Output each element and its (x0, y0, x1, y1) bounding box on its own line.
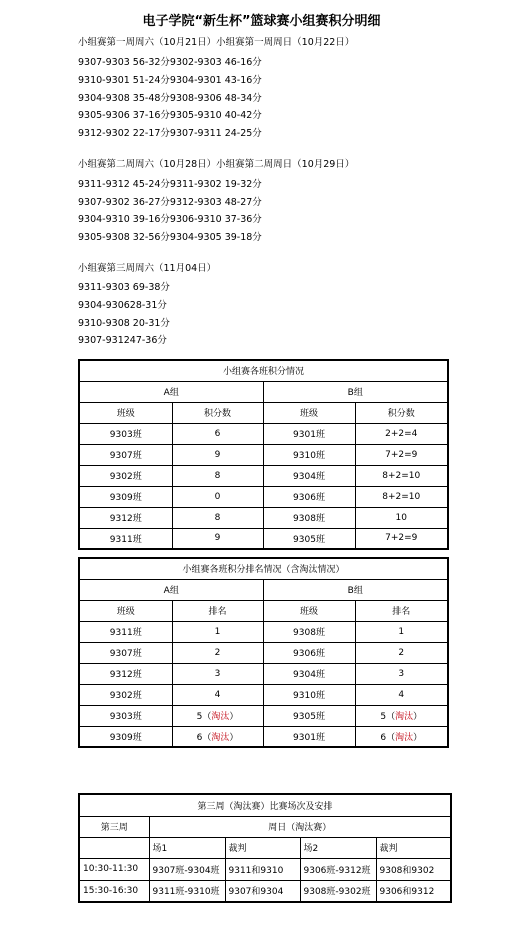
eliminated-label: 淘汰 (211, 712, 230, 722)
column-header-referee2: 裁判 (376, 837, 451, 858)
group-b-points: 7+2=9 (355, 528, 448, 549)
table-row (79, 880, 451, 902)
group-a-header: A组 (79, 579, 263, 600)
points-table-caption: 小组赛各班积分情况 (79, 360, 448, 381)
match-time: 10:30-11:30 (79, 858, 149, 880)
group-b-class: 9306班 (263, 486, 355, 507)
group-b-rank: 3 (355, 663, 448, 684)
week1-result-line: 9304-9308 35-48分9308-9306 48-34分 (78, 93, 262, 104)
table-row (79, 444, 448, 465)
points-table (78, 359, 449, 550)
column-header-venue2: 场2 (300, 837, 376, 858)
eliminated-label: 淘汰 (395, 732, 414, 743)
group-a-points: 8 (172, 465, 263, 486)
group-b-header: B组 (263, 381, 448, 402)
week2-result-line: 9311-9312 45-24分9311-9302 19-32分 (78, 179, 262, 190)
group-a-class: 9309班 (79, 726, 172, 747)
group-b-rank: 4 (355, 684, 448, 705)
venue1-referees: 9311和9310 (225, 858, 300, 880)
table-row (79, 642, 448, 663)
group-b-class: 9308班 (263, 507, 355, 528)
column-header-referee1: 裁判 (225, 837, 300, 858)
ranking-table-caption: 小组赛各班积分排名情况（含淘汰情况） (79, 558, 448, 579)
table-row (79, 663, 448, 684)
table-row (79, 423, 448, 444)
week1-result-line: 9305-9306 37-16分9305-9310 40-42分 (78, 110, 262, 121)
table-row (79, 684, 448, 705)
group-b-rank: 1 (355, 621, 448, 642)
table-row (79, 705, 448, 726)
week3-result-line: 9311-9303 69-38分 (78, 282, 170, 293)
group-b-header: B组 (263, 579, 448, 600)
group-a-class: 9303班 (79, 705, 172, 726)
column-header-rank: 排名 (355, 600, 448, 621)
group-a-class: 9302班 (79, 684, 172, 705)
venue2-match: 9306班-9312班 (300, 858, 376, 880)
week3-result-line: 9307-931247-36分 (78, 335, 167, 346)
week3-heading: 小组赛第三周周六（11月04日） (78, 263, 217, 274)
group-a-rank (172, 726, 263, 747)
week2-result-line: 9305-9308 32-56分9304-9305 39-18分 (78, 232, 262, 243)
group-b-rank (355, 726, 448, 747)
column-header-class: 班级 (263, 402, 355, 423)
column-header-rank: 排名 (172, 600, 263, 621)
eliminated-label: 淘汰 (395, 712, 414, 722)
group-a-class: 9302班 (79, 465, 172, 486)
column-header-class: 班级 (79, 600, 172, 621)
group-b-rank (355, 705, 448, 726)
group-b-rank: 2 (355, 642, 448, 663)
table-row (79, 507, 448, 528)
eliminated-label: 淘汰 (211, 732, 230, 743)
week2-result-line: 9307-9302 36-27分9312-9303 48-27分 (78, 197, 262, 208)
group-a-class: 9312班 (79, 663, 172, 684)
group-a-class: 9312班 (79, 507, 172, 528)
group-b-points: 8+2=10 (355, 486, 448, 507)
table-row (79, 465, 448, 486)
group-b-class: 9301班 (263, 726, 355, 747)
rank-number: 6（ (196, 732, 212, 743)
group-b-class: 9310班 (263, 444, 355, 465)
table-row (79, 486, 448, 507)
knockout-schedule-table (78, 793, 452, 903)
venue2-match: 9308班-9302班 (300, 880, 376, 902)
rank-number: 5（ (380, 712, 396, 722)
close-paren: ） (229, 712, 239, 722)
group-a-points: 9 (172, 528, 263, 549)
group-b-class: 9305班 (263, 705, 355, 726)
week1-heading: 小组赛第一周周六（10月21日）小组赛第一周周日（10月22日） (78, 37, 355, 48)
group-b-class: 9310班 (263, 684, 355, 705)
venue1-referees: 9307和9304 (225, 880, 300, 902)
group-b-points: 8+2=10 (355, 465, 448, 486)
group-a-rank: 2 (172, 642, 263, 663)
group-a-points: 6 (172, 423, 263, 444)
week1-result-line: 9312-9302 22-17分9307-9311 24-25分 (78, 128, 262, 139)
group-b-points: 2+2=4 (355, 423, 448, 444)
group-b-class: 9308班 (263, 621, 355, 642)
week2-result-line: 9304-9310 39-16分9306-9310 37-36分 (78, 214, 262, 225)
rank-number: 6（ (380, 732, 396, 743)
week1-result-line: 9307-9303 56-32分9302-9303 46-16分 (78, 57, 262, 68)
group-a-class: 9307班 (79, 444, 172, 465)
document-title: 电子学院“新生杯”篮球赛小组赛积分明细 (142, 14, 381, 29)
group-a-rank: 4 (172, 684, 263, 705)
week1-result-line: 9310-9301 51-24分9304-9301 43-16分 (78, 75, 262, 86)
rank-number: 5（ (196, 712, 212, 722)
venue1-match: 9311班-9310班 (149, 880, 225, 902)
group-a-header: A组 (79, 381, 263, 402)
column-header-venue1: 场1 (149, 837, 225, 858)
time-header-blank (79, 837, 149, 858)
venue2-referees: 9308和9302 (376, 858, 451, 880)
venue2-referees: 9306和9312 (376, 880, 451, 902)
group-a-points: 9 (172, 444, 263, 465)
group-a-class: 9311班 (79, 528, 172, 549)
column-header-class: 班级 (79, 402, 172, 423)
group-a-rank: 3 (172, 663, 263, 684)
group-b-points: 7+2=9 (355, 444, 448, 465)
group-b-class: 9304班 (263, 465, 355, 486)
group-a-rank (172, 705, 263, 726)
day-label: 周日（淘汰赛） (149, 816, 451, 837)
table-row (79, 528, 448, 549)
week3-result-line: 9310-9308 20-31分 (78, 318, 170, 329)
group-b-points: 10 (355, 507, 448, 528)
column-header-points: 积分数 (172, 402, 263, 423)
group-a-class: 9311班 (79, 621, 172, 642)
close-paren: ） (413, 712, 423, 722)
week3-result-line: 9304-930628-31分 (78, 300, 167, 311)
group-a-points: 8 (172, 507, 263, 528)
group-a-class: 9309班 (79, 486, 172, 507)
schedule-table-caption: 第三周（淘汰赛）比赛场次及安排 (79, 794, 451, 816)
week-label: 第三周 (79, 816, 149, 837)
group-a-rank: 1 (172, 621, 263, 642)
group-b-class: 9306班 (263, 642, 355, 663)
ranking-table (78, 557, 449, 748)
group-b-class: 9304班 (263, 663, 355, 684)
column-header-points: 积分数 (355, 402, 448, 423)
table-row (79, 621, 448, 642)
match-time: 15:30-16:30 (79, 880, 149, 902)
table-row (79, 858, 451, 880)
group-a-class: 9303班 (79, 423, 172, 444)
close-paren: ） (229, 732, 239, 743)
group-a-class: 9307班 (79, 642, 172, 663)
column-header-class: 班级 (263, 600, 355, 621)
table-row (79, 726, 448, 747)
group-b-class: 9301班 (263, 423, 355, 444)
venue1-match: 9307班-9304班 (149, 858, 225, 880)
group-b-class: 9305班 (263, 528, 355, 549)
group-a-points: 0 (172, 486, 263, 507)
close-paren: ） (413, 732, 423, 743)
week2-heading: 小组赛第二周周六（10月28日）小组赛第二周周日（10月29日） (78, 159, 355, 170)
